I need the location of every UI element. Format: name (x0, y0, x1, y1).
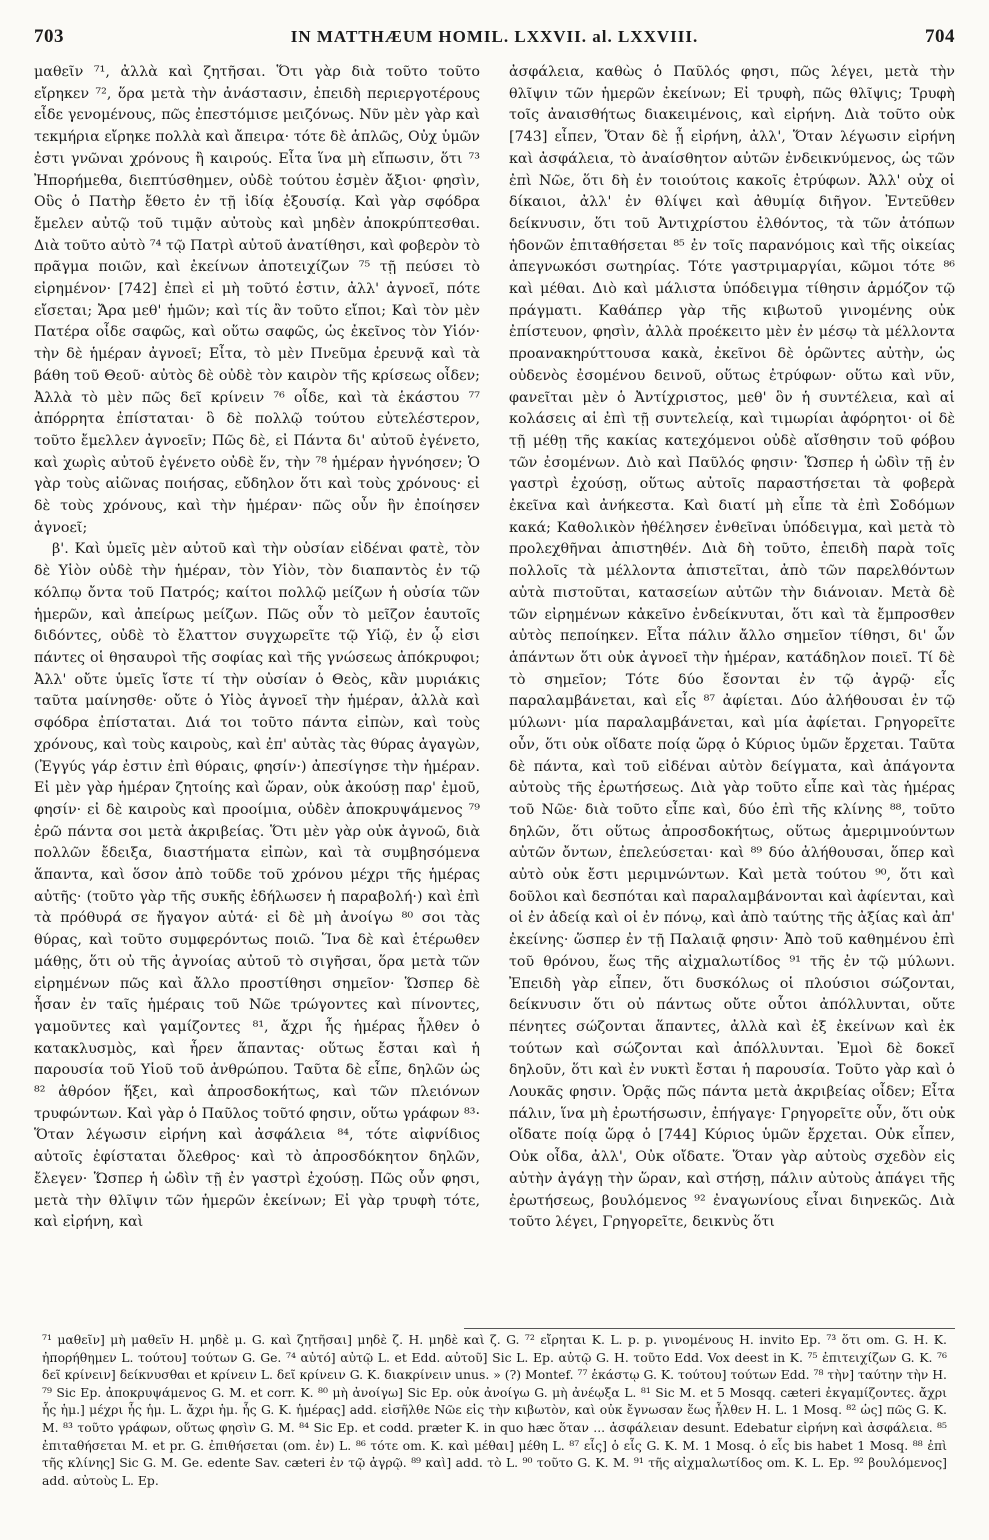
running-header (34, 26, 955, 56)
right-page-number: 704 (924, 26, 955, 47)
left-column (34, 62, 480, 1324)
left-paragraph-1: μαθεῖν ⁷¹, ἀλλὰ καὶ ζητῆσαι. Ὅτι γὰρ διὰ τοῦτο τοῦτο εἴρηκεν ⁷², ὅρα μετὰ τὴν ἀνάστασιν, ἐπειδὴ περιεργοτέρους εἶδε γενομένους, πῶς ἐπεστόμισε μειζόνως. Νῦν μὲν γὰρ καὶ τεκμήρια εἴρηκε πολλὰ καὶ ἄπειρα· τότε δὲ ἁπλῶς, Οὐχ ὑμῶν ἐστι γνῶναι χρόνους ἢ καιρούς. Εἶτα ἵνα μὴ εἴπωσιν, ὅτι ⁷³ Ἠπορήμεθα, διεπτύσθημεν, οὐδὲ τούτου ἐσμὲν ἄξιοι· φησὶν, Οὓς ὁ Πατὴρ ἔθετο ἐν τῇ ἰδίᾳ ἐξουσίᾳ. Καὶ γὰρ σφόδρα ἔμελεν αὐτῷ τοῦ τιμᾷν αὐτοὺς καὶ μηδὲν ἀποκρύπτεσθαι. Διὰ τοῦτο αὐτὸ ⁷⁴ τῷ Πατρὶ αὐτοῦ ἀνατίθησι, καὶ φοβερὸν τὸ πρᾶγμα ποιῶν, καὶ ἐκείνων ἀποτειχίζων ⁷⁵ τῇ πεύσει τὸ εἰρημένον· [742] ἐπεὶ εἰ μὴ τοῦτό ἐστιν, ἀλλ' ἀγνοεῖ, πότε εἴσεται; Ἄρα μεθ' ἡμῶν; καὶ τίς ἂν τοῦτο εἴποι; Καὶ τὸν μὲν Πατέρα οἶδε σαφῶς, καὶ οὕτω σαφῶς, ὡς ἐκεῖνος τὸν Υἱόν· τὴν δὲ ἡμέραν ἀγνοεῖ; Εἶτα, τὸ μὲν Πνεῦμα ἐρευνᾷ καὶ τὰ βάθη τοῦ Θεοῦ· αὐτὸς δὲ οὐδὲ τὸν καιρὸν τῆς κρίσεως οἶδεν; Ἀλλὰ τὸ μὲν πῶς δεῖ κρίνειν ⁷⁶ οἶδε, καὶ τὰ ἑκάστου ⁷⁷ ἀπόρρητα ἐπίσταται· ὃ δὲ πολλῷ τούτου εὐτελέστερον, τοῦτο ἔμελλεν ἀγνοεῖν; Πῶς δὲ, εἰ Πάντα δι' αὐτοῦ ἐγένετο, καὶ χωρὶς αὐτοῦ ἐγένετο οὐδὲ ἕν, τὴν ⁷⁸ ἡμέραν ἠγνόησεν; Ὁ γὰρ τοὺς αἰῶνας ποιήσας, εὔδηλον ὅτι καὶ τοὺς χρόνους· εἰ δὲ τοὺς χρόνους, καὶ τὴν ἡμέραν· πῶς οὖν ἣν ἐποίησεν ἀγνοεῖ; (34, 64, 480, 536)
running-title: IN MATTHÆUM HOMIL. LXXVII. al. LXXVIII. (290, 27, 699, 46)
right-column (509, 62, 955, 1324)
right-paragraph-1: ἀσφάλεια, καθὼς ὁ Παῦλός φησι, πῶς λέγει, μετὰ τὴν θλῖψιν τῶν ἡμερῶν ἐκείνων; Εἰ τρυφὴ, πῶς θλῖψις; Τρυφὴ τοῖς ἀναισθήτως διακειμένοις, καὶ εἰρήνη. Διὰ τοῦτο οὐκ [743] εἶπεν, Ὅταν δὲ ᾖ εἰρήνη, ἀλλ', Ὅταν λέγωσιν εἰρήνη καὶ ἀσφάλεια, τὸ ἀναίσθητον αὐτῶν ἐνδεικνύμενος, ὡς τῶν ἐπὶ Νῶε, ὅτι δὴ ἐν τοιούτοις κακοῖς ἐτρύφων. Ἀλλ' οὐχ οἱ δίκαιοι, ἀλλ' ἐν θλίψει καὶ ἀθυμίᾳ διῆγον. Ἐντεῦθεν δείκνυσιν, ὅτι τοῦ Ἀντιχρίστου ἐλθόντος, τὰ τῶν ἀτόπων ἡδονῶν ἐπιταθήσεται ⁸⁵ ἐν τοῖς παρανόμοις καὶ τῆς οἰκείας ἀπεγνωκόσι σωτηρίας. Τότε γαστριμαργίαι, κῶμοι τότε ⁸⁶ καὶ μέθαι. Διὸ καὶ μάλιστα ὑπόδειγμα τίθησιν ἁρμόζον τῷ πράγματι. Καθάπερ γὰρ τῆς κιβωτοῦ γινομένης οὐκ ἐπίστευον, φησὶν, ἀλλὰ προέκειτο μὲν ἐν μέσῳ τὰ μέλλοντα προανακηρύττουσα κακὰ, ἐκεῖνοι δὲ ὁρῶντες αὐτὴν, ὡς οὐδενὸς ἐσομένου δεινοῦ, οὕτως ἐτρύφων· οὕτω καὶ νῦν, φανεῖται μὲν ὁ Ἀντίχριστος, μεθ' ὃν ἡ συντέλεια, καὶ αἱ κολάσεις αἱ ἐπὶ τῇ συντελείᾳ, καὶ τιμωρίαι ἀφόρητοι· οἱ δὲ τῇ μέθῃ τῆς κακίας κατεχόμενοι οὐδὲ αἴσθησιν τοῦ φόβου τῶν ἐσομένων. Διὸ καὶ Παῦλός φησιν· Ὥσπερ ἡ ὠδὶν τῇ ἐν γαστρὶ ἐχούσῃ, οὕτως αὐτοῖς παραστήσεται τὰ φοβερὰ ἐκεῖνα καὶ ἀνήκεστα. Καὶ διατί μὴ εἶπε τὰ ἐπὶ Σοδόμων κακά; Καθολικὸν ἠθέλησεν ἐνθεῖναι ὑπόδειγμα, καὶ μετὰ τὸ προλεχθῆναι ἀπιστηθέν. Διὰ δὴ τοῦτο, ἐπειδὴ παρὰ τοῖς πολλοῖς τὰ μέλλοντα ἀπιστεῖται, ἀπὸ τῶν παρελθόντων αὐτὰ πιστοῦται, κατασείων αὐτῶν τὴν διάνοιαν. Μετὰ δὲ τῶν εἰρημένων κἀκεῖνο ἐνδείκνυται, ὅτι καὶ τὰ ἔμπροσθεν αὐτὸς πεποίηκεν. Εἶτα πάλιν ἄλλο σημεῖον τίθησι, δι' ὧν ἁπάντων ὅτι οὐκ ἀγνοεῖ τὴν ἡμέραν, κατάδηλον ποιεῖ. Τί δὲ τὸ σημεῖον; Τότε δύο ἔσονται ἐν τῷ ἀγρῷ· εἷς παραλαμβάνεται, καὶ εἷς ⁸⁷ ἀφίεται. Δύο ἀλήθουσαι ἐν τῷ μύλωνι· μία παραλαμβάνεται, καὶ μία ἀφίεται. Γρηγορεῖτε οὖν, ὅτι οὐκ οἴδατε ποίᾳ ὥρᾳ ὁ Κύριος ὑμῶν ἔρχεται. Ταῦτα δὲ πάντα, καὶ τοῦ εἰδέναι αὐτὸν δείγματα, καὶ ἀπάγοντα αὐτοὺς τῆς ἐρωτήσεως. Διὰ γὰρ τοῦτο εἶπε καὶ τὰς ἡμέρας τοῦ Νῶε· διὰ τοῦτο εἶπε καὶ, δύο ἐπὶ τῆς κλίνης ⁸⁸, τοῦτο δηλῶν, ὅτι οὕτως ἀπροσδοκήτως, οὕτως ἀμεριμνούντων αὐτῶν ὄντων, ἐπελεύσεται· καὶ ⁸⁹ δύο ἀλήθουσαι, ὅπερ καὶ αὐτὸ οὐκ ἔστι μεριμνώντων. Καὶ μετὰ τούτου ⁹⁰, ὅτι καὶ δοῦλοι καὶ δεσπόται καὶ παραλαμβάνονται καὶ ἀφίενται, καὶ οἱ ἐν ἀδείᾳ καὶ οἱ ἐν πόνῳ, καὶ ἀπὸ ταύτης τῆς ἀξίας καὶ ἀπ' ἐκείνης· ὥσπερ ἐν τῇ Παλαιᾷ φησιν· Ἀπὸ τοῦ καθημένου ἐπὶ τοῦ θρόνου, ἕως τῆς αἰχμαλωτίδος ⁹¹ τῆς ἐν τῷ μύλωνι. Ἐπειδὴ γὰρ εἶπεν, ὅτι δυσκόλως οἱ πλούσιοι σώζονται, δείκνυσιν ὅτι οὐ πάντως οὔτε οὗτοι ἀπόλλυνται, οὔτε πένητες σώζονται ἅπαντες, ἀλλὰ καὶ ἐξ ἐκείνων καὶ ἐκ τούτων καὶ σώζονται καὶ ἀπόλλυνται. Ἐμοὶ δὲ δοκεῖ δηλοῦν, ὅτι καὶ ἐν νυκτὶ ἔσται ἡ παρουσία. Τοῦτο γὰρ καὶ ὁ Λουκᾶς φησιν. Ὁρᾷς πῶς πάντα μετὰ ἀκριβείας οἶδεν; Εἶτα πάλιν, ἵνα μὴ ἐρωτήσωσιν, ἐπήγαγε· Γρηγορεῖτε οὖν, ὅτι οὐκ οἴδατε ποίᾳ ὥρᾳ ὁ [744] Κύριος ὑμῶν ἔρχεται. Οὐκ εἶπεν, Οὐκ οἶδα, ἀλλ', Οὐκ οἴδατε. Ὅταν γὰρ αὐτοὺς σχεδὸν εἰς αὐτὴν ἀγάγῃ τὴν ὥραν, καὶ στήσῃ, πάλιν αὐτοὺς ἀπάγει τῆς ἐρωτήσεως, βουλόμενος ⁹² ἐναγωνίους εἶναι διηνεκῶς. Διὰ τοῦτο λέγει, Γρηγορεῖτε, δεικνὺς ὅτι (509, 64, 955, 1231)
footnotes-text: ⁷¹ μαθεῖν] μὴ μαθεῖν H. μηδὲ μ. G. καὶ ζητῆσαι] μηδὲ ζ. H. μηδὲ καὶ ζ. G. ⁷² εἴρηται K. L. p. p. γινομένους H. invito Ep. ⁷³ ὅτι om. G. H. K. ἠπορήθημεν L. τούτου] τούτων G. Ge. ⁷⁴ αὐτό] αὐτῷ L. et Edd. αὐτοῦ] Sic L. Ep. αὐτῷ G. H. τοῦτο Edd. Vox deest in K. ⁷⁵ ἐπιτειχίζων G. K. ⁷⁶ δεῖ κρίνειν] δείκνυσθαι et κρίνειν L. δεῖ κρίνειν G. K. διακρίνειν unus. » (?) Montef. ⁷⁷ ἑκάστῳ G. K. τούτου] τούτων Edd. ⁷⁸ τὴν] ταύτην τὴν H. ⁷⁹ Sic Ep. ἀποκρυψάμενος G. M. et corr. K. ⁸⁰ μὴ ἀνοίγω] Sic Ep. οὐκ ἀνοίγω G. μὴ ἀνέῳξα L. ⁸¹ Sic M. et 5 Mosqq. cæteri ἐκγαμίζοντες. ἄχρι ἧς ἡμ.] μέχρι ἧς ἡμ. L. ἄχρι ἡμ. ἧς G. K. ἡμέρας] add. εἰσῆλθε Νῶε εἰς τὴν κιβωτὸν, καὶ οὐκ ἔγνωσαν ἕως ἦλθεν H. L. 1 Mosq. ⁸² ὡς] πῶς G. K. M. ⁸³ τοῦτο γράφων, οὕτως φησὶν G. M. ⁸⁴ Sic Ep. et codd. præter K. in quo hæc ὅταν ... ἀσφάλειαν desunt. Edebatur εἰρήνη καὶ ἀσφάλεια. ⁸⁵ ἐπιταθήσεται M. et pr. G. ἐπιθήσεται (om. ἐν) L. ⁸⁶ τότε om. K. καὶ μέθαι] μέθη L. ⁸⁷ εἷς] ὁ εἷς G. K. M. 1 Mosq. ὁ εἷς bis habet 1 Mosq. ⁸⁸ ἐπὶ τῆς κλίνης] Sic G. M. Ge. edente Sav. cæteri ἐν τῷ ἀγρῷ. ⁸⁹ καὶ] add. τὸ L. ⁹⁰ τοῦτο G. K. M. ⁹¹ τῆς αἰχμαλωτίδος om. K. L. Ep. ⁹² βουλόμενος] add. αὐτοὺς L. Ep. (42, 1332, 947, 1488)
left-paragraph-2: β'. Καὶ ὑμεῖς μὲν αὐτοῦ καὶ τὴν οὐσίαν εἰδέναι φατὲ, τὸν δὲ Υἱὸν οὐδὲ τὴν ἡμέραν, τὸν Υἱὸν, τὸν διαπαντὸς ἐν τῷ κόλπῳ ὄντα τοῦ Πατρός; καίτοι πολλῷ μείζων ἡ οὐσία τῶν ἡμερῶν, καὶ ἀπείρως μείζων. Πῶς οὖν τὸ μεῖζον ἑαυτοῖς διδόντες, οὐδὲ τὸ ἔλαττον συγχωρεῖτε τῷ Υἱῷ, ἐν ᾧ εἰσι πάντες οἱ θησαυροὶ τῆς σοφίας καὶ τῆς γνώσεως ἀπόκρυφοι; Ἀλλ' οὔτε ὑμεῖς ἴστε τί τὴν οὐσίαν ὁ Θεὸς, κἂν μυριάκις ταῦτα μαίνησθε· οὔτε ὁ Υἱὸς ἀγνοεῖ τὴν ἡμέραν, ἀλλὰ καὶ σφόδρα ἐπίσταται. Διά τοι τοῦτο πάντα εἰπὼν, καὶ τοὺς χρόνους, καὶ τοὺς καιροὺς, καὶ ἐπ' αὐτὰς τὰς θύρας ἀγαγὼν, (Ἐγγύς γάρ ἐστιν ἐπὶ θύραις, φησίν·) ἀπεσίγησε τὴν ἡμέραν. Εἰ μὲν γὰρ ἡμέραν ζητοίης καὶ ὥραν, οὐκ ἀκούσῃ παρ' ἐμοῦ, φησίν· εἰ δὲ καιροὺς καὶ προοίμια, οὐδὲν ἀποκρυψάμενος ⁷⁹ ἐρῶ πάντα σοι μετὰ ἀκριβείας. Ὅτι μὲν γὰρ οὐκ ἀγνοῶ, διὰ πολλῶν ἔδειξα, διαστήματα εἰπὼν, καὶ τὰ συμβησόμενα ἅπαντα, καὶ ὅσον ἀπὸ τοῦδε τοῦ χρόνου μέχρι τῆς ἡμέρας αὐτῆς· (τοῦτο γὰρ τῆς συκῆς ἐδήλωσεν ἡ παραβολή·) καὶ ἐπὶ τὰ πρόθυρά σε ἤγαγον αὐτά· εἰ δὲ μὴ ἀνοίγω ⁸⁰ σοι τὰς θύρας, καὶ τοῦτο συμφερόντως ποιῶ. Ἵνα δὲ καὶ ἑτέρωθεν μάθῃς, ὅτι οὐ τῆς ἀγνοίας αὐτοῦ τὸ σιγῆσαι, ὅρα μετὰ τῶν εἰρημένων πῶς καὶ ἄλλο προστίθησι σημεῖον· Ὥσπερ δὲ ἦσαν ἐν ταῖς ἡμέραις τοῦ Νῶε τρώγοντες καὶ πίνοντες, γαμοῦντες καὶ γαμίζοντες ⁸¹, ἄχρι ἧς ἡμέρας ἦλθεν ὁ κατακλυσμὸς, καὶ ἦρεν ἅπαντας· οὕτως ἔσται καὶ ἡ παρουσία τοῦ Υἱοῦ τοῦ ἀνθρώπου. Ταῦτα δὲ εἶπε, δηλῶν ὡς ⁸² ἀθρόον ἥξει, καὶ ἀπροσδοκήτως, καὶ τῶν πλειόνων τρυφώντων. Καὶ γὰρ ὁ Παῦλος τοῦτό φησιν, οὕτω γράφων ⁸³· Ὅταν λέγωσιν εἰρήνη καὶ ἀσφάλεια ⁸⁴, τότε αἰφνίδιος αὐτοῖς ἐφίσταται ὄλεθρος· καὶ τὸ ἀπροσδόκητον δηλῶν, ἔλεγεν· Ὥσπερ ἡ ὠδὶν τῇ ἐν γαστρὶ ἐχούσῃ. Πῶς οὖν φησι, μετὰ τὴν θλῖψιν τῶν ἡμερῶν ἐκείνων; Εἰ γὰρ τρυφὴ τότε, καὶ εἰρήνη, καὶ (34, 541, 480, 1231)
left-page-number: 703 (34, 26, 64, 47)
footnote-rule (464, 1328, 955, 1329)
footnotes (34, 1331, 955, 1531)
text-columns (34, 62, 955, 1324)
